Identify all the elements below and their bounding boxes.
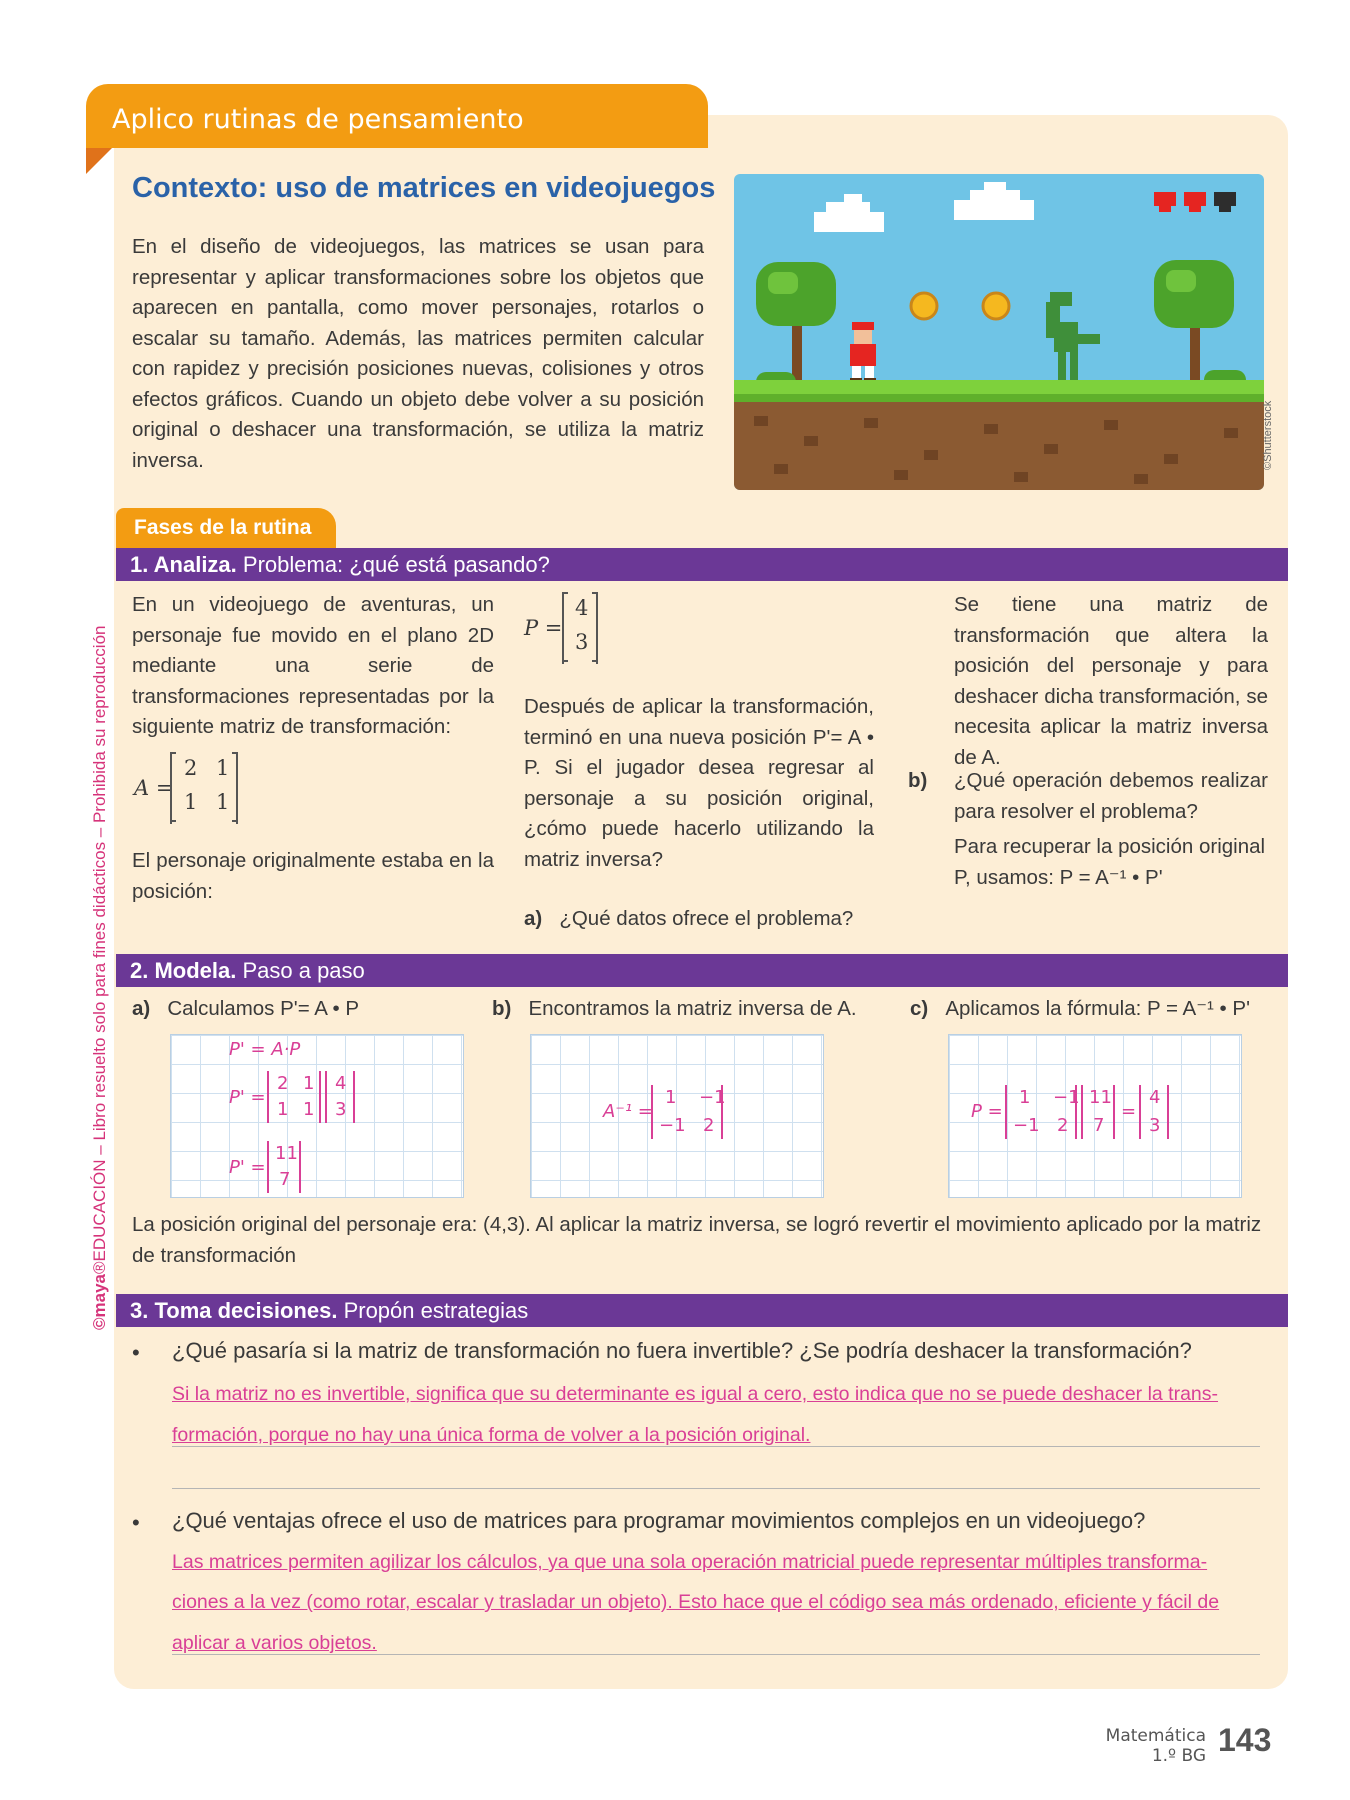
- page-number: 143: [1218, 1722, 1272, 1758]
- grid-a-line2: P' =: [229, 1087, 266, 1108]
- cell: −1: [1013, 1115, 1040, 1136]
- bullet: •: [132, 1340, 140, 1365]
- cell: 1: [1019, 1087, 1031, 1108]
- section1-title-bold: 1. Analiza.: [130, 552, 237, 577]
- context-text: En el diseño de videojuegos, las matrices se usan para representar y aplicar transformaciones sobre los objetos que aparecen en pantalla, como mover personajes, rotarlos o escalar su tamaño. Además, las matrices permiten calcular con rapidez y precisión posiciones nuevas, colisiones y otros efectos gráficos. Cuando un objeto debe volver a su posición original o deshacer una transformación, se utiliza la matriz inversa.: [132, 235, 704, 472]
- cell: −1: [1053, 1087, 1080, 1108]
- question-1: ¿Qué pasaría si la matriz de transformación no fuera invertible? ¿Se podría deshacer la transformación?: [172, 1338, 1192, 1363]
- cell: 1: [277, 1099, 289, 1120]
- cell: 7: [279, 1169, 291, 1190]
- grid-c-matrix1: [1005, 1085, 1080, 1139]
- grid-c-matrix2: [1081, 1085, 1115, 1139]
- question-2: ¿Qué ventajas ofrece el uso de matrices para programar movimientos complejos en un videojuego?: [172, 1508, 1146, 1533]
- s1-col1-text: En un videojuego de aventuras, un personaje fue movido en el plano 2D mediante una serie de transformaciones representadas por la siguiente matriz de transformación:: [132, 593, 494, 738]
- grid-b-matrix: [651, 1085, 726, 1139]
- brand-logo: ©maya: [90, 1273, 109, 1330]
- cell: 4: [1149, 1087, 1161, 1108]
- grid-a-matrix3: [267, 1141, 301, 1193]
- context-title: Contexto: uso de matrices en videojuegos: [132, 172, 716, 204]
- cell: 7: [1093, 1115, 1105, 1136]
- step-b-label: b): [492, 997, 512, 1020]
- grid-c-matrix3: [1139, 1085, 1169, 1139]
- cell: 3: [335, 1099, 347, 1120]
- answer-2-line1: Las matrices permiten agilizar los cálculos, ya que una sola operación matricial puede representar múltiples transforma-: [172, 1551, 1208, 1573]
- section3-bar: [116, 1294, 1288, 1327]
- side-text: ®EDUCACIÓN – Libro resuelto solo para fines didácticos – Prohibida su reproducción: [90, 625, 109, 1274]
- grid-c-label: P =: [971, 1101, 1003, 1122]
- cell: 2: [703, 1115, 715, 1136]
- answer-2-line2: ciones a la vez (como rotar, escalar y trasladar un objeto). Esto hace que el código sea más ordenado, eficiente y fácil de: [172, 1591, 1220, 1613]
- s1-col3-text: Se tiene una matriz de transformación que altera la posición del personaje y para deshacer dicha transformación, se necesita aplicar la matriz inversa de A.: [954, 593, 1268, 769]
- matA-cell: 2: [184, 756, 198, 780]
- cell: 2: [1057, 1115, 1069, 1136]
- side-copyright: [90, 490, 112, 1330]
- cell: 1: [303, 1073, 315, 1094]
- section-tab: Aplico rutinas de pensamiento: [86, 84, 708, 148]
- grid-step-b: [530, 1034, 824, 1198]
- cell: −1: [699, 1087, 726, 1108]
- s2-conclusion: La posición original del personaje era: (4,3). Al aplicar la matriz inversa, se logró revertir el movimiento aplicado por la matriz de transformación: [132, 1213, 1262, 1267]
- s1-col1-text2: El personaje originalmente estaba en la posición:: [132, 849, 494, 903]
- videogame-illustration: [734, 174, 1264, 490]
- image-credit: ©Shutterstock: [1262, 400, 1274, 470]
- step-a-label: a): [132, 997, 151, 1020]
- cell: 1: [303, 1099, 315, 1120]
- bullet: •: [132, 1510, 140, 1535]
- cell: 1: [665, 1087, 677, 1108]
- step-a: [132, 994, 472, 1025]
- answer-rule: [172, 1654, 1260, 1655]
- cell: 3: [1149, 1115, 1161, 1136]
- matrix-A-label: A =: [134, 776, 174, 800]
- matA-cell: 1: [216, 756, 230, 780]
- step-c: [910, 994, 1270, 1025]
- section3-title: Propón estrategias: [337, 1298, 529, 1323]
- question-a-label: a): [524, 907, 543, 930]
- grid-step-c: [948, 1034, 1242, 1198]
- matP-cell: 4: [575, 596, 589, 620]
- grid-step-a: [170, 1034, 464, 1198]
- answer-2-line3: aplicar a varios objetos.: [172, 1632, 377, 1654]
- question-a: [524, 904, 884, 935]
- section3-title-bold: 3. Toma decisiones.: [130, 1298, 338, 1323]
- section1-bar: [116, 548, 1288, 581]
- step-b: [492, 994, 892, 1025]
- grid-b-label: A⁻¹ =: [603, 1101, 653, 1122]
- question-b-answer: Para recuperar la posición original P, usamos: P = A⁻¹ • P': [954, 835, 1266, 889]
- answer-rule: [172, 1446, 1260, 1447]
- question-b-text: ¿Qué operación debemos realizar para resolver el problema?: [954, 769, 1268, 823]
- step-c-label: c): [910, 997, 929, 1020]
- section2-title: Paso a paso: [236, 958, 365, 983]
- answer-1-line2: formación, porque no hay una única forma de volver a la posición original.: [172, 1424, 811, 1446]
- tab-fold: [86, 148, 112, 174]
- step-c-text: Aplicamos la fórmula: P = A⁻¹ • P': [945, 997, 1250, 1020]
- phases-tab: Fases de la rutina: [116, 508, 336, 548]
- question-b-label-text: b): [908, 769, 928, 792]
- section2-title-bold: 2. Modela.: [130, 958, 237, 983]
- cell: 4: [335, 1073, 347, 1094]
- cell: 11: [275, 1143, 298, 1164]
- matrix-P-label: P =: [524, 616, 563, 640]
- matA-cell: 1: [216, 790, 230, 814]
- cell: 2: [277, 1073, 289, 1094]
- answer-rule: [172, 1488, 1260, 1489]
- grid-a-matrix2: [325, 1071, 355, 1123]
- matA-cell: 1: [184, 790, 198, 814]
- question-b-label: [908, 766, 944, 797]
- section2-bar: [116, 954, 1288, 987]
- matP-cell: 3: [575, 630, 589, 654]
- section1-title: Problema: ¿qué está pasando?: [236, 552, 550, 577]
- cell: 11: [1089, 1087, 1112, 1108]
- cell: −1: [659, 1115, 686, 1136]
- step-a-text: Calculamos P'= A • P: [167, 997, 360, 1020]
- step-b-text: Encontramos la matriz inversa de A.: [528, 997, 857, 1020]
- grid-c-equals: =: [1121, 1101, 1137, 1122]
- grid-a-line1: P' = A·P: [229, 1039, 301, 1060]
- footer-subject: Matemática: [1105, 1726, 1206, 1746]
- grid-a-matrix1: [267, 1071, 321, 1123]
- s1-col2-text: Después de aplicar la transformación, terminó en una nueva posición P'= A • P. Si el jugador desea regresar al personaje a su posición original, ¿cómo puede hacerlo utilizando la matriz inversa?: [524, 695, 874, 871]
- question-a-text: ¿Qué datos ofrece el problema?: [559, 907, 854, 930]
- footer-grade: 1.º BG: [1151, 1746, 1206, 1766]
- answer-1-line1: Si la matriz no es invertible, significa que su determinante es igual a cero, esto indica que no se puede deshacer la trans-: [172, 1383, 1219, 1405]
- grid-a-line3: P' =: [229, 1157, 266, 1178]
